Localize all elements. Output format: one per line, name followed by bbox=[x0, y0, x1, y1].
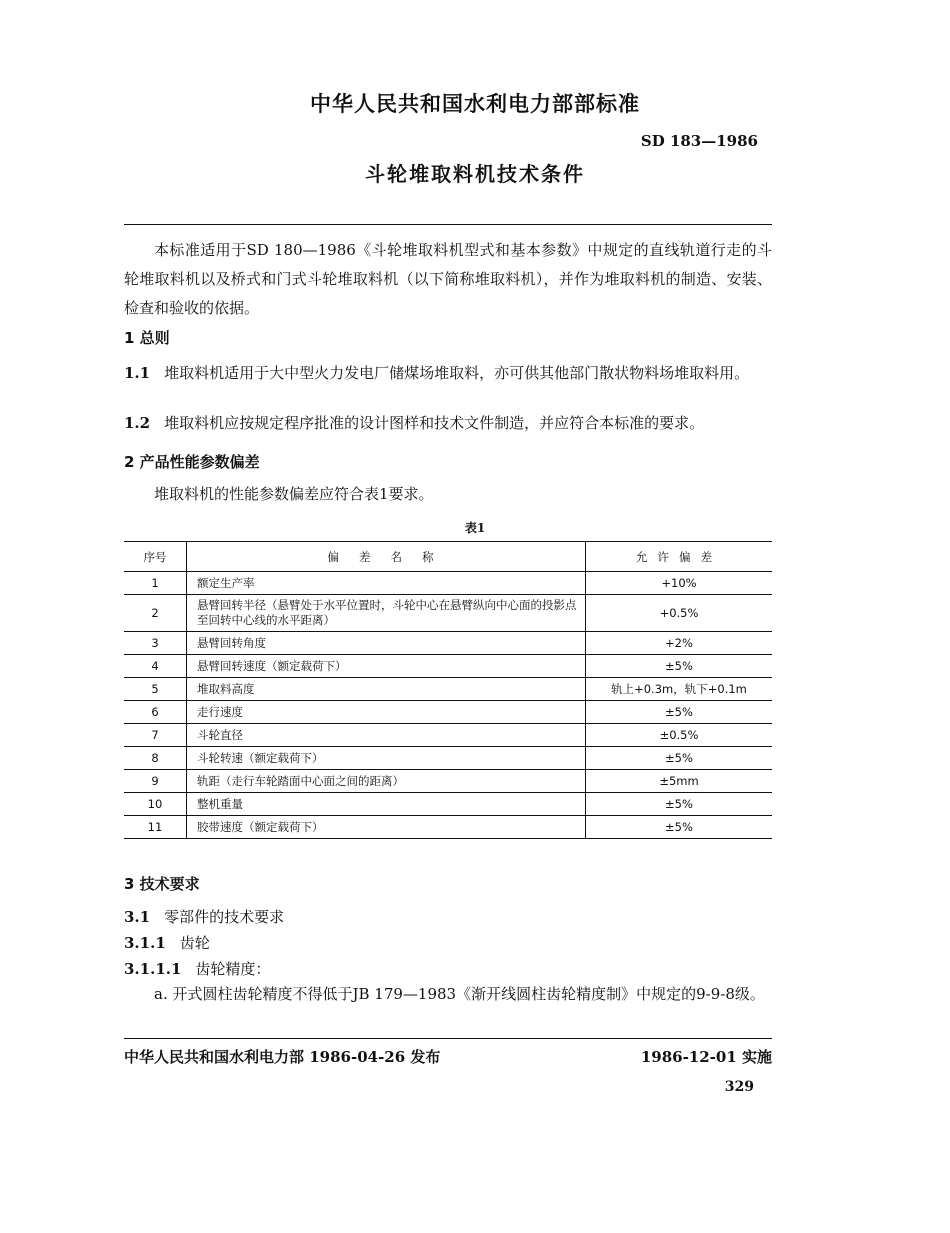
row-name: 斗轮转速（额定载荷下） bbox=[187, 747, 586, 770]
clause-number: 3.1 bbox=[124, 908, 151, 926]
header-dev: 允许偏差 bbox=[586, 542, 773, 572]
row-dev: ±5% bbox=[586, 747, 773, 770]
section-3-heading: 3 技术要求 bbox=[124, 875, 200, 893]
issuing-authority-title: 中华人民共和国水利电力部部标准 bbox=[310, 92, 640, 116]
row-dev: ±5% bbox=[586, 655, 773, 678]
section-2-heading: 2 产品性能参数偏差 bbox=[124, 453, 260, 471]
table-row bbox=[124, 678, 772, 701]
row-dev: ±5% bbox=[586, 701, 773, 724]
clause-3-1-1-1 bbox=[124, 956, 772, 982]
table-row bbox=[124, 595, 772, 632]
row-no: 7 bbox=[124, 724, 187, 747]
section-2-text: 堆取料机的性能参数偏差应符合表1要求。 bbox=[154, 485, 434, 503]
table-caption: 表1 bbox=[464, 521, 486, 535]
item-a: a. 开式圆柱齿轮精度不得低于JB 179—1983《渐开线圆柱齿轮精度制》中规定的9-9-8级。 bbox=[154, 985, 765, 1003]
header-no: 序号 bbox=[124, 542, 187, 572]
row-name: 悬臂回转半径（悬臂处于水平位置时，斗轮中心在悬臂纵向中心面的投影点至回转中心线的水平距离） bbox=[187, 595, 586, 632]
row-name: 额定生产率 bbox=[187, 572, 586, 595]
row-no: 2 bbox=[124, 595, 187, 632]
footer-rule bbox=[124, 1038, 772, 1039]
clause-3-1 bbox=[124, 904, 772, 930]
row-name: 悬臂回转速度（额定载荷下） bbox=[187, 655, 586, 678]
row-dev: +0.5% bbox=[586, 595, 773, 632]
row-name: 悬臂回转角度 bbox=[187, 632, 586, 655]
row-name: 轨距（走行车轮踏面中心面之间的距离） bbox=[187, 770, 586, 793]
row-name: 整机重量 bbox=[187, 793, 586, 816]
row-name: 胶带速度（额定载荷下） bbox=[187, 816, 586, 839]
table-header-row bbox=[124, 542, 772, 572]
document-title: 斗轮堆取料机技术条件 bbox=[365, 162, 585, 186]
section-1-heading: 1 总则 bbox=[124, 329, 170, 347]
row-no: 4 bbox=[124, 655, 187, 678]
clause-text: 零部件的技术要求 bbox=[164, 908, 285, 926]
clause-3-1-1 bbox=[124, 930, 772, 956]
row-no: 5 bbox=[124, 678, 187, 701]
table-row bbox=[124, 816, 772, 839]
table-row bbox=[124, 770, 772, 793]
row-dev: ±5% bbox=[586, 816, 773, 839]
clause-number: 1.2 bbox=[124, 414, 151, 432]
row-no: 1 bbox=[124, 572, 187, 595]
clause-text: 堆取料机应按规定程序批准的设计图样和技术文件制造，并应符合本标准的要求。 bbox=[164, 414, 705, 432]
clause-text: 堆取料机适用于大中型火力发电厂储煤场堆取料，亦可供其他部门散状物料场堆取料用。 bbox=[164, 364, 750, 382]
row-no: 3 bbox=[124, 632, 187, 655]
effective-date: 1986-12-01 实施 bbox=[640, 1048, 772, 1066]
clause-number: 3.1.1.1 bbox=[124, 960, 182, 978]
clause-text: 齿轮精度： bbox=[195, 960, 271, 978]
header-rule bbox=[124, 224, 772, 225]
row-name: 斗轮直径 bbox=[187, 724, 586, 747]
table-row bbox=[124, 793, 772, 816]
deviation-table bbox=[124, 541, 772, 839]
page-number: 329 bbox=[724, 1079, 754, 1095]
row-dev: +10% bbox=[586, 572, 773, 595]
table-row bbox=[124, 655, 772, 678]
row-no: 8 bbox=[124, 747, 187, 770]
clause-1-1 bbox=[124, 360, 772, 386]
table-row bbox=[124, 632, 772, 655]
table-row bbox=[124, 724, 772, 747]
table-row bbox=[124, 747, 772, 770]
standard-number: SD 183—1986 bbox=[640, 132, 758, 150]
clause-number: 1.1 bbox=[124, 364, 151, 382]
clause-text: 齿轮 bbox=[179, 934, 210, 952]
intro-paragraph: 本标准适用于SD 180—1986《斗轮堆取料机型式和基本参数》中规定的直线轨道行走的斗轮堆取料机以及桥式和门式斗轮堆取料机（以下简称堆取料机），并作为堆取料机的制造、安装、检查和验收的依据。 bbox=[124, 241, 772, 317]
row-no: 10 bbox=[124, 793, 187, 816]
table-row bbox=[124, 572, 772, 595]
row-dev: +2% bbox=[586, 632, 773, 655]
row-name: 堆取料高度 bbox=[187, 678, 586, 701]
issued-date: 中华人民共和国水利电力部 1986-04-26 发布 bbox=[124, 1048, 441, 1066]
row-no: 11 bbox=[124, 816, 187, 839]
row-dev: ±5% bbox=[586, 793, 773, 816]
row-dev: 轨上+0.3m，轨下+0.1m bbox=[586, 678, 773, 701]
clause-number: 3.1.1 bbox=[124, 934, 166, 952]
row-dev: ±0.5% bbox=[586, 724, 773, 747]
row-no: 9 bbox=[124, 770, 187, 793]
row-dev: ±5mm bbox=[586, 770, 773, 793]
row-no: 6 bbox=[124, 701, 187, 724]
header-name: 偏差名称 bbox=[187, 542, 586, 572]
row-name: 走行速度 bbox=[187, 701, 586, 724]
clause-1-2 bbox=[124, 410, 772, 436]
table-row bbox=[124, 701, 772, 724]
